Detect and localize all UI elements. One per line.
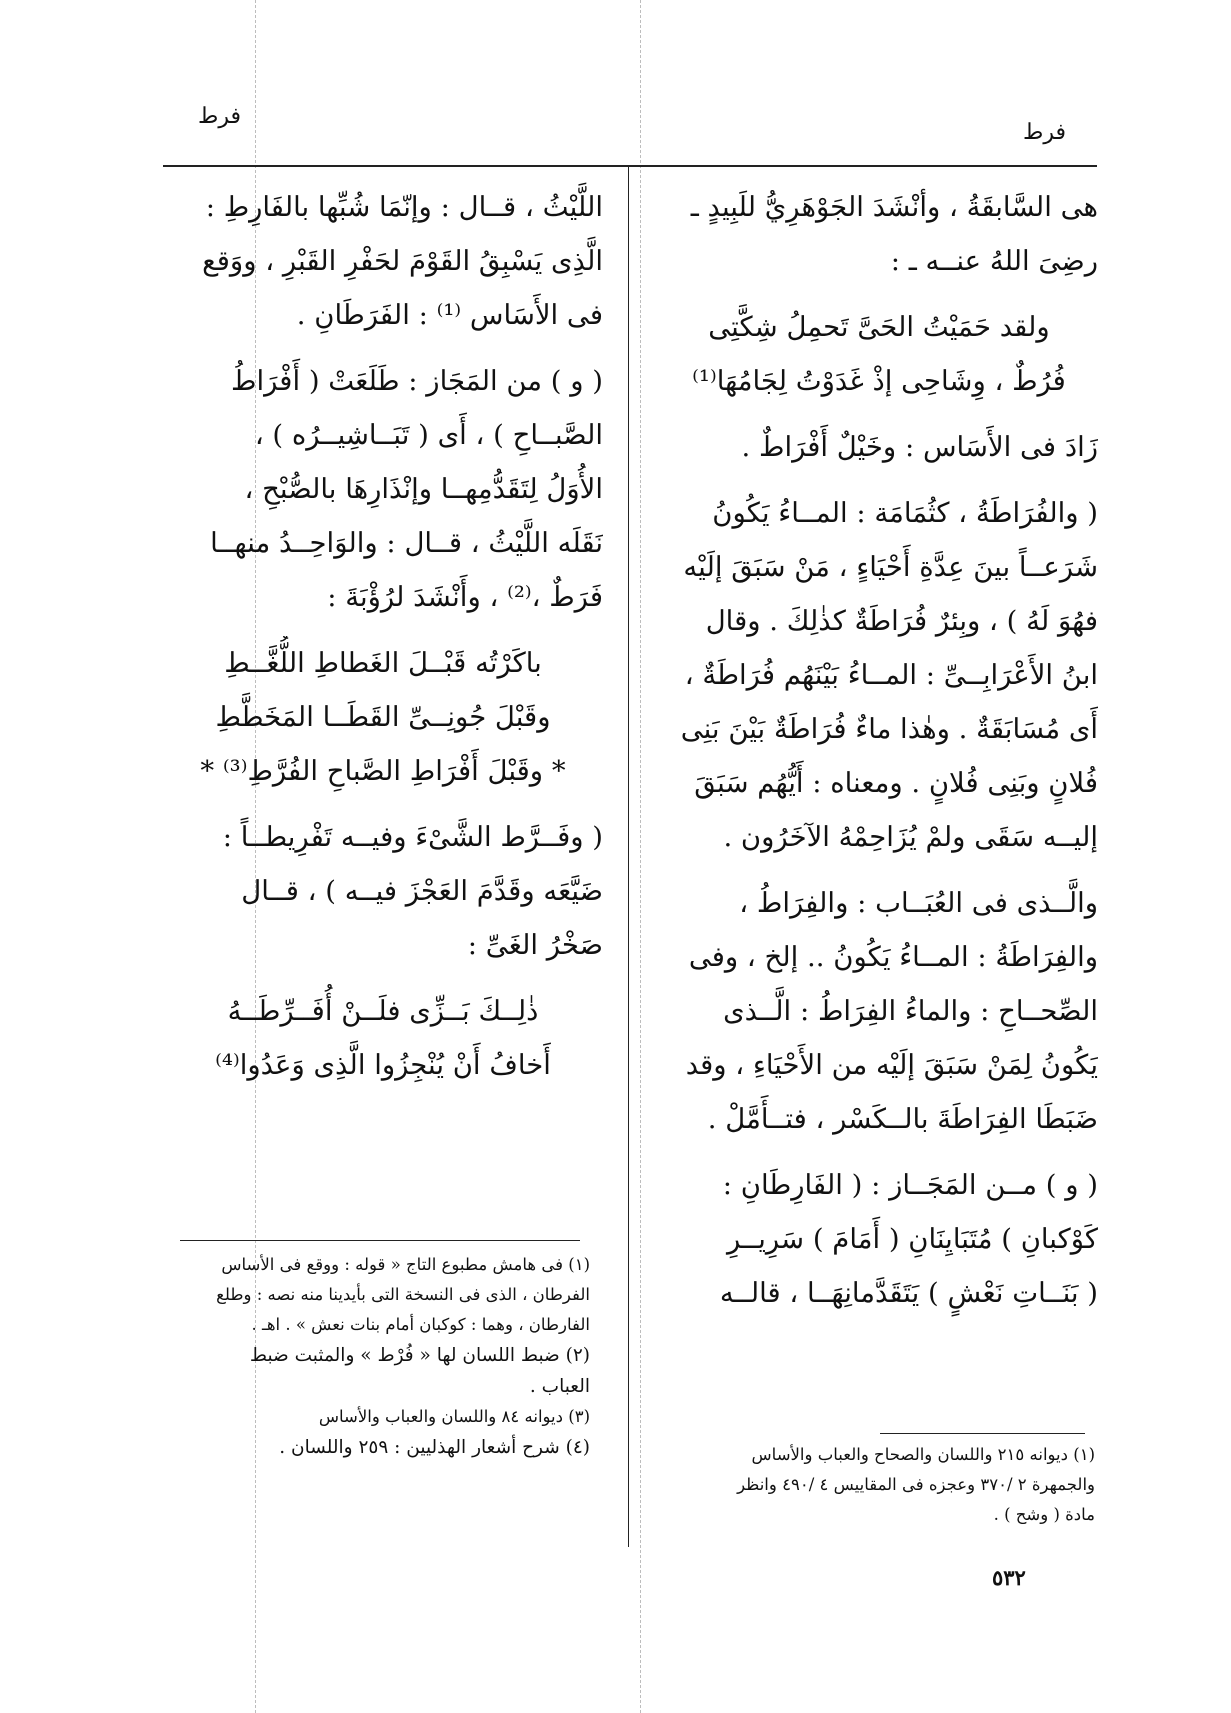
footnote-rule-right [880, 1433, 1085, 1434]
header-word-right: فرط [1023, 120, 1067, 145]
text-line: صَخْرُ الغَىِّ : [467, 929, 603, 961]
footnote-line: العباب . [529, 1376, 590, 1397]
text-line: شَرَعــاً بينَ عِدَّةِ أَحْيَاءٍ ، مَنْ سَبَقَ إلَيْه [683, 551, 1098, 583]
text-line: والَّــذى فى العُبَــاب : والفِرَاطُ ، [739, 887, 1098, 919]
text-line: ( وفَــرَّط الشَّىْءَ وفيــه تَفْرِيطــاً : [222, 821, 603, 853]
footnote-line: والجمهرة ٢ /٣٧٠ وعجزه فى المقاييس ٤ /٤٩٠ وانظر [737, 1475, 1095, 1494]
left-footnotes [180, 1250, 590, 1463]
footnote-line: الفارطان ، وهما : كوكبان أمام بنات نعش » . اهـ . [251, 1315, 590, 1334]
text-line: اللَّيْثُ ، قــال : وإنّمَا شُبِّها بالفَارِطِ : [205, 191, 603, 223]
text-line: والفِرَاطَةُ : المــاءُ يَكُونُ .. إلخ ، وفى [688, 941, 1098, 973]
text-line: فهُوَ لَهُ ) ، وبِئرٌ فُرَاطَةٌ كذٰلِكَ . وقال [705, 605, 1098, 637]
text-line: كَوْكبانِ ) مُتَبَايِنَانِ ( أَمَامَ ) سَرِيــرِ [726, 1223, 1098, 1255]
text-line: زَادَ فى الأَسَاس : وخَيْلٌ أَفْرَاطٌ . [741, 431, 1098, 463]
footnote-rule-left [180, 1240, 580, 1241]
footnote-line: مادة ( وشح ) . [993, 1505, 1095, 1524]
right-footnotes [660, 1440, 1095, 1530]
text-line: الأُوَلُ لِتَقَدُّمِهــا وإنْذَارِهَا بالصُّبْحِ ، [244, 473, 603, 505]
text-line: الصِّحــاحِ : والماءُ الفِرَاطُ : الَّــذى [723, 995, 1098, 1027]
text-line: فُلانٍ وبَنِى فُلانٍ . ومعناه : أَيُّهُم سَبَقَ [694, 767, 1098, 799]
verse-line: فُرُطٌ ، وِشَاحِى إذْ غَدَوْتُ لِجَامُهَا⁽¹⁾ [692, 365, 1066, 397]
verse-line: باكَرْتُه قَبْــلَ الغَطاطِ اللُّغَّــطِ [224, 647, 542, 679]
text-line: ابنُ الأَعْرَابِــىِّ : المــاءُ بَيْنَهُم فُرَاطَةٌ ، [684, 659, 1098, 691]
text-line: الصَّبــاحِ ) ، أَى ( تَبَــاشِيــرُه ) ، [254, 419, 603, 451]
footnote-line: (٢) ضبط اللسان لها « فُرْط » والمثبت ضبط [249, 1345, 590, 1366]
text-line: ( و ) مــن المَجَــاز : ( الفَارِطَانِ : [722, 1169, 1098, 1201]
footnote-line: (٣) ديوانه ٨٤ واللسان والعباب والأساس [318, 1407, 590, 1426]
column-divider [628, 167, 629, 1547]
text-line: نَقَلَه اللَّيْثُ ، قــال : والوَاحِــدُ منهــا [210, 527, 603, 559]
text-line: ضَيَّعَه وقَدَّمَ العَجْزَ فيــه ) ، قــال [241, 875, 603, 907]
footnote-line: (١) ديوانه ٢١٥ واللسان والصحاح والعباب والأساس [751, 1445, 1095, 1464]
verse-line: وقَبْلَ جُونِــىِّ القَطَــا المَخَطَّطِ [215, 701, 551, 733]
text-line: الَّذِى يَسْبِقُ القَوْمَ لحَفْرِ القَبْرِ ، ووَقع [202, 245, 603, 277]
footnote-line: (٤) شرح أشعار الهذليين : ٢٥٩ واللسان . [279, 1437, 590, 1458]
text-line: إليــه سَقَى ولمْ يُزَاحِمْهُ الآخَرُون . [723, 821, 1098, 853]
footnote-line: (١) فى هامش مطبوع التاج « قوله : ووقع فى الأساس [221, 1255, 590, 1274]
verse-line: أَخافُ أَنْ يُنْجِزُوا الَّذِى وَعَدُوا⁽⁴⁾ [215, 1049, 551, 1081]
verse-line: ولقد حَمَيْتُ الحَىَّ تَحمِلُ شِكَّتِى [708, 311, 1050, 343]
text-line: رضِىَ اللهُ عنــه ـ : [890, 245, 1098, 277]
fold-line [640, 0, 641, 1713]
text-line: هى السَّابقَةُ ، وأنْشَدَ الجَوْهَرِيُّ للَبِيدٍ ـ [690, 191, 1098, 223]
page-number: ٥٣٢ [992, 1565, 1026, 1590]
text-line: يَكُونُ لِمَنْ سَبَقَ إلَيْه من الأَحْيَاءِ ، وقد [685, 1049, 1098, 1081]
footnote-line: الفرطان ، الذى فى النسخة التى بأيدينا منه نصه : وطلع [216, 1285, 590, 1304]
text-line: أَى مُسَابَقَةٌ . وهٰذا ماءٌ فُرَاطَةٌ بَيْنَ بَنِى [680, 713, 1098, 745]
right-column [660, 180, 1098, 1320]
text-line: فَرَطٌ ،⁽²⁾ ، وأَنْشَدَ لرُؤْبَةَ : [327, 581, 603, 613]
header-rule [163, 165, 1097, 167]
text-line: فى الأَسَاس ⁽¹⁾ : الفَرَطَانِ . [296, 299, 603, 331]
verse-line: * وقَبْلَ أَفْرَاطِ الصَّباحِ الفُرَّطِ⁽³⁾ * [200, 755, 566, 787]
text-line: ( بَنَــاتِ نَعْشٍ ) يَتَقَدَّمانِهَــا ، قالــه [719, 1277, 1098, 1309]
left-column [163, 180, 603, 1092]
header-word-left: فرط [198, 104, 242, 129]
text-line: ( و ) من المَجَاز : طَلَعَتْ ( أَفْرَاطُ [231, 365, 603, 397]
text-line: ( والفُرَاطَةُ ، كثُمَامَة : المــاءُ يَكُونُ [712, 497, 1098, 529]
verse-line: ذٰلِــكَ بَــزِّى فلَــنْ أُفَــرِّطَــهُ [227, 995, 539, 1027]
text-line: ضَبَطَا الفِرَاطَةَ بالــكَسْر ، فتــأَمَّلْ . [707, 1103, 1098, 1135]
